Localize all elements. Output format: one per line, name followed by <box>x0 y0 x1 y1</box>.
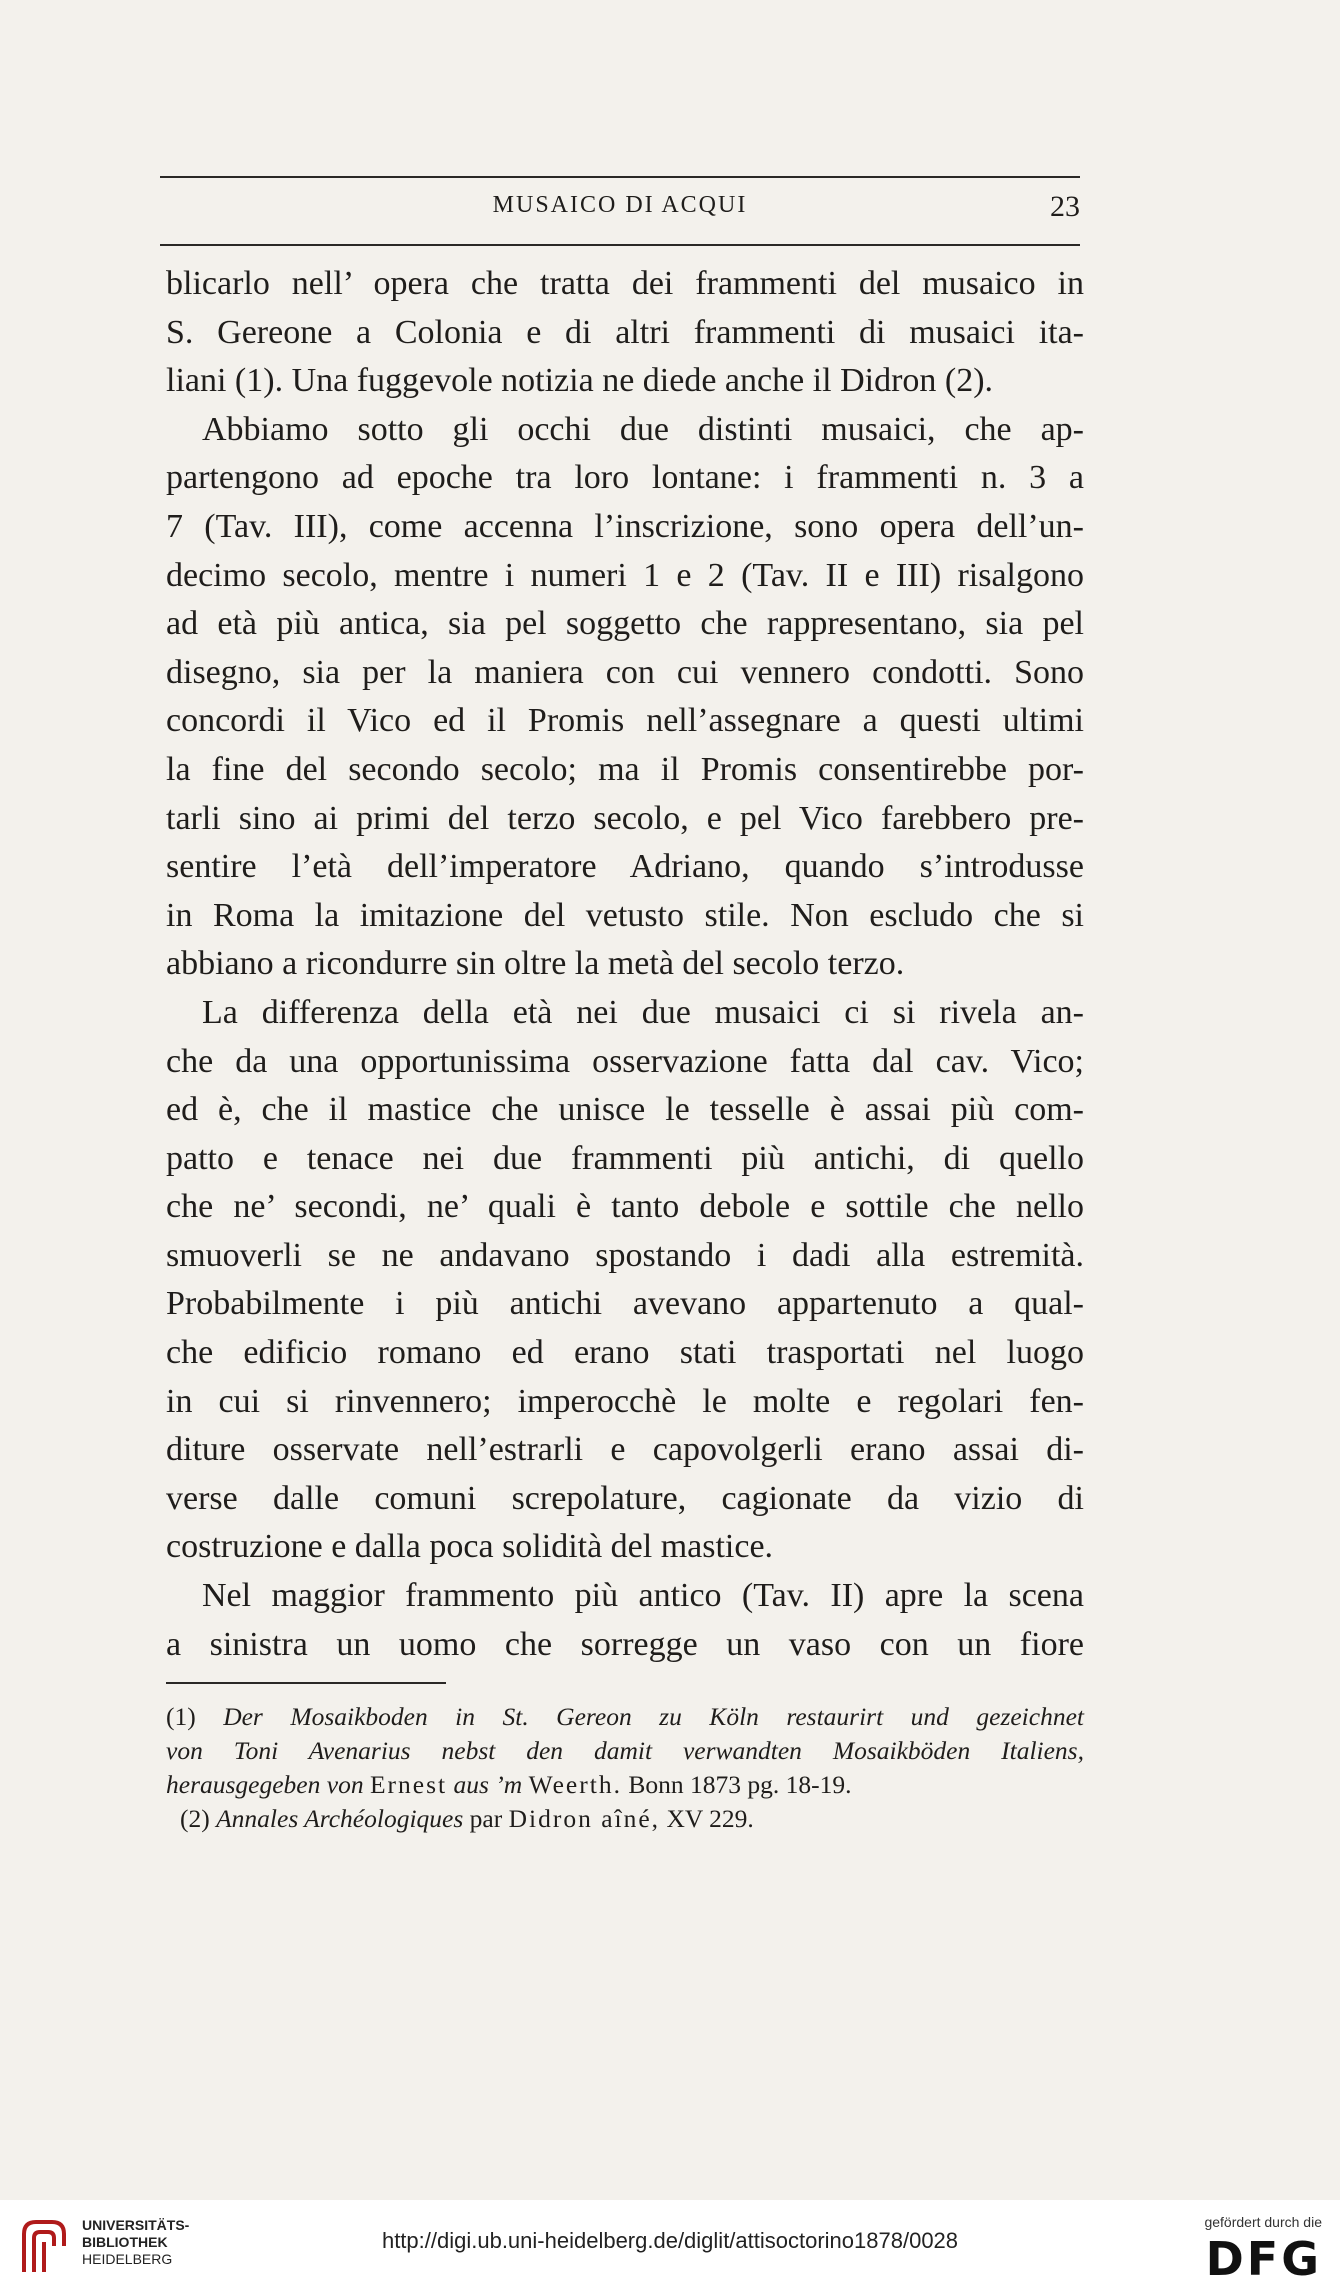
funded-by-label: gefördert durch die <box>1204 2214 1322 2230</box>
text-line: che edificio romano ed erano stati trasportati nel luogo <box>166 1334 1084 1372</box>
text-line: la fine del secondo secolo; ma il Promis consentirebbe por- <box>166 750 1084 788</box>
text-line: 7 (Tav. III), come accenna l’inscrizione, sono opera dell’un- <box>166 507 1084 545</box>
page-number: 23 <box>1050 190 1080 223</box>
text-line: ed è, che il mastice che unisce le tesselle è assai più com- <box>166 1091 1084 1129</box>
header-top-rule <box>160 176 1080 178</box>
text-line: smuoverli se ne andavano spostando i dadi alla estremità. <box>166 1236 1084 1274</box>
text-line: in cui si rinvennero; imperocchè le molte e regolari fen- <box>166 1382 1084 1420</box>
text-line: tarli sino ai primi del terzo secolo, e pel Vico farebbero pre- <box>166 799 1084 837</box>
university-library-name: UNIVERSITÄTS- BIBLIOTHEK HEIDELBERG <box>82 2217 190 2267</box>
footnotes <box>166 1700 1084 1836</box>
footnote-rule <box>166 1682 446 1684</box>
permalink-url[interactable]: http://digi.ub.uni-heidelberg.de/diglit/attisoctorino1878/0028 <box>381 2228 959 2253</box>
text-line: La differenza della età nei due musaici ci si rivela an- <box>202 993 1084 1031</box>
viewer-footer <box>0 2200 1340 2291</box>
text-line: a sinistra un uomo che sorregge un vaso con un fiore <box>166 1625 1084 1663</box>
footnote-1-line-1: (1) Der Mosaikboden in St. Gereon zu Köln restaurirt und gezeichnet <box>166 1702 1084 1731</box>
text-line: S. Gereone a Colonia e di altri frammenti di musaici ita- <box>166 313 1084 351</box>
footnote-1-line-2: von Toni Avenarius nebst den damit verwandten Mosaikböden Italiens, <box>166 1736 1084 1765</box>
text-line: Nel maggior frammento più antico (Tav. II) apre la scena <box>202 1577 1084 1615</box>
text-line: decimo secolo, mentre i numeri 1 e 2 (Tav. II e III) risalgono <box>166 556 1084 594</box>
text-line: Abbiamo sotto gli occhi due distinti musaici, che ap- <box>202 410 1084 448</box>
text-line: disegno, sia per la maniera con cui vennero condotti. Sono <box>166 653 1084 691</box>
text-line: diture osservate nell’estrarli e capovolgerli erano assai di- <box>166 1431 1084 1469</box>
running-title: MUSAICO DI ACQUI <box>492 192 748 218</box>
text-line: concordi il Vico ed il Promis nell’assegnare a questi ultimi <box>166 702 1084 740</box>
text-line: blicarlo nell’ opera che tratta dei frammenti del musaico in <box>166 265 1084 302</box>
text-line: sentire l’età dell’imperatore Adriano, quando s’introdusse <box>166 848 1084 886</box>
text-line: che ne’ secondi, ne’ quali è tanto debole e sottile che nello <box>166 1188 1084 1226</box>
footnote-1-line-3: herausgegeben von Ernest aus ’m Weerth. Bonn 1873 pg. 18-19. <box>166 1770 852 1799</box>
text-line: costruzione e dalla poca solidità del mastice. <box>166 1528 774 1566</box>
text-line: verse dalle comuni screpolature, cagionate da vizio di <box>166 1479 1084 1517</box>
text-line: abbiano a ricondurre sin oltre la metà del secolo terzo. <box>166 945 905 983</box>
dfg-logo: DFG <box>1205 2232 1322 2286</box>
text-line: in Roma la imitazione del vetusto stile. Non escludo che si <box>166 896 1084 934</box>
text-line: liani (1). Una fuggevole notizia ne diede anche il Didron (2). <box>166 362 994 400</box>
body-text <box>166 260 1084 1669</box>
text-line: partengono ad epoche tra loro lontane: i frammenti n. 3 a <box>166 459 1084 497</box>
text-line: Probabilmente i più antichi avevano appartenuto a qual- <box>166 1285 1084 1323</box>
header-bottom-rule <box>160 244 1080 246</box>
text-line: patto e tenace nei due frammenti più antichi, di quello <box>166 1139 1084 1177</box>
text-line: ad età più antica, sia pel soggetto che rappresentano, sia pel <box>166 605 1084 643</box>
text-line: che da una opportunissima osservazione fatta dal cav. Vico; <box>166 1042 1084 1080</box>
footnote-2: (2) Annales Archéologiques par Didron aîné, XV 229. <box>180 1804 754 1833</box>
running-head <box>160 188 1080 232</box>
